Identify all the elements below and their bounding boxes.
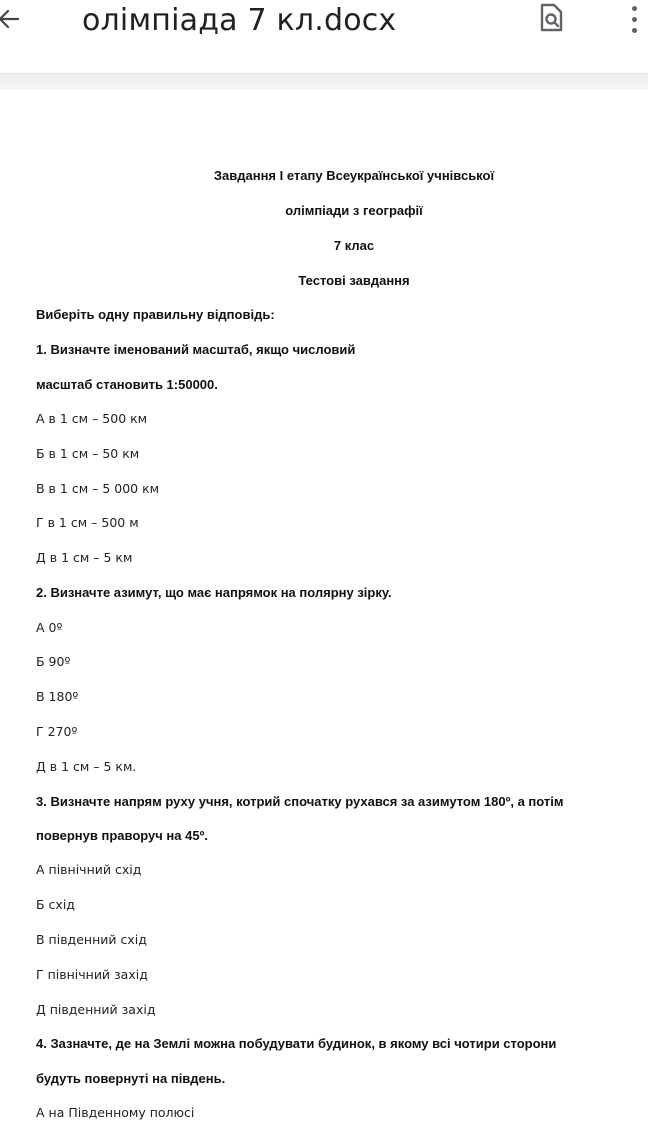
heading-line: Тестові завдання — [298, 273, 410, 288]
answer-option: Д південний захід — [36, 1002, 156, 1017]
answer-option: Г в 1 см – 500 м — [36, 515, 139, 530]
question-text: 4. Зазначте, де на Землі можна побудувати будинок, в якому всі чотири сторони — [36, 1036, 557, 1051]
answer-option: Б в 1 см – 50 км — [36, 446, 140, 461]
heading-line: 7 клас — [333, 238, 375, 253]
instruction: Виберіть одну правильну відповідь: — [36, 307, 275, 322]
arrow-left-icon — [0, 6, 22, 32]
find-in-page-button[interactable] — [536, 2, 566, 34]
answer-option: А 0º — [36, 620, 63, 635]
heading-line: Завдання І етапу Всеукраїнської учнівської — [213, 168, 495, 183]
answer-option: Г північний захід — [36, 967, 148, 982]
more-vert-icon — [632, 6, 637, 11]
answer-option: В 180º — [36, 689, 79, 704]
answer-option: В в 1 см – 5 000 км — [36, 481, 160, 496]
heading-line: олімпіади з географії — [285, 203, 423, 218]
answer-option: В південний схід — [36, 932, 147, 947]
app-bar — [0, 0, 648, 74]
find-in-page-icon — [537, 3, 565, 33]
toolbar-divider — [0, 74, 648, 90]
more-vert-icon-dot — [632, 28, 637, 33]
answer-option: А в 1 см – 500 км — [36, 411, 148, 426]
question-text: масштаб становить 1:50000. — [36, 377, 218, 392]
question-text: повернув праворуч на 45º. — [36, 828, 208, 843]
question-text: 1. Визначте іменований масштаб, якщо числовий — [36, 342, 356, 357]
answer-option: А на Південному полюсі — [36, 1105, 195, 1120]
more-vert-icon-dot — [632, 17, 637, 22]
question-text: 2. Визначте азимут, що має напрямок на полярну зірку. — [36, 585, 392, 600]
answer-option: А північний схід — [36, 862, 142, 877]
more-options-button[interactable] — [622, 2, 646, 36]
document-page[interactable] — [0, 90, 648, 1146]
answer-option: Б 90º — [36, 654, 71, 669]
question-text: 3. Визначте напрям руху учня, котрий спочатку рухався за азимутом 180º, а потім — [36, 794, 564, 809]
document-title: олімпіада 7 кл.docx — [82, 3, 397, 38]
answer-option: Д в 1 см – 5 км — [36, 550, 133, 565]
question-text: будуть повернуті на південь. — [36, 1071, 226, 1086]
answer-option: Б схід — [36, 897, 75, 912]
back-button[interactable] — [0, 2, 24, 36]
answer-option: Г 270º — [36, 724, 78, 739]
answer-option: Д в 1 см – 5 км. — [36, 759, 137, 774]
